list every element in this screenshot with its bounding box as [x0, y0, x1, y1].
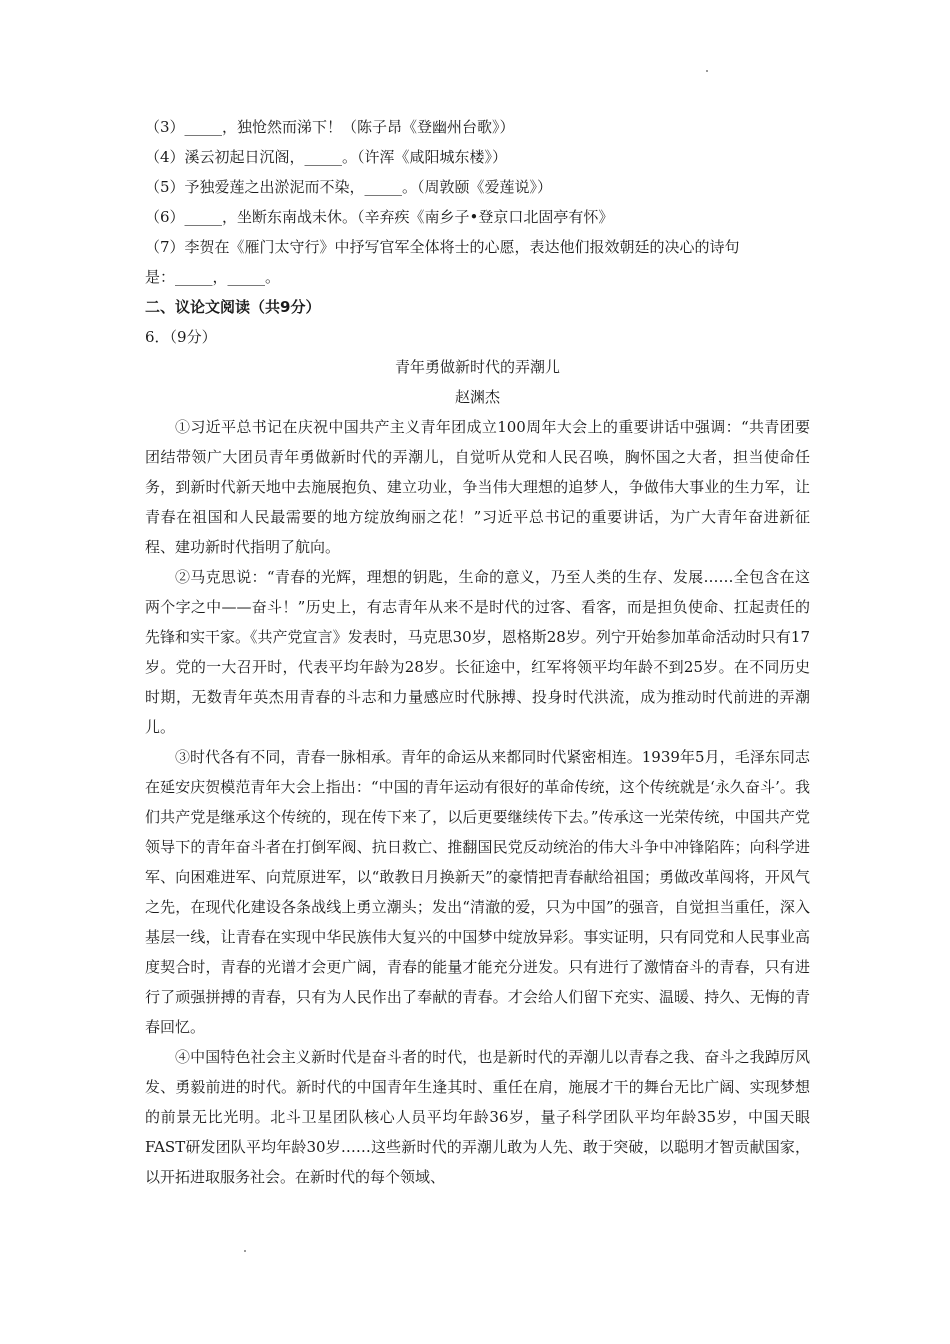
fill-question-5: （5）予独爱莲之出淤泥而不染，_____。（周敦颐《爱莲说》） — [145, 178, 553, 196]
fill-question-4: （4）溪云初起日沉阁，_____。（许浑《咸阳城东楼》） — [145, 148, 508, 166]
fill-question-3: （3）_____，独怆然而涕下！（陈子昂《登幽州台歌》） — [145, 118, 515, 136]
document-page — [145, 112, 810, 1192]
question-label: 6．（9分） — [145, 328, 217, 346]
fill-question-7-continued: 是：_____，_____。 — [145, 268, 281, 286]
fill-question-6: （6）_____，坐断东南战未休。（辛弃疾《南乡子•登京口北固亭有怀》 — [145, 208, 614, 226]
article-paragraph-4: ④中国特色社会主义新时代是奋斗者的时代，也是新时代的弄潮儿以青春之我、奋斗之我踔厉风发、勇毅前进的时代。新时代的中国青年生逢其时、重任在肩，施展才干的舞台无比广阔、实现梦想的前景无比光明。北斗卫星团队核心人员平均年龄36岁，量子科学团队平均年龄35岁，中国天眼FAST研发团队平均年龄30岁……这些新时代的弄潮儿敢为人先、敢于突破，以聪明才智贡献国家，以开拓进取服务社会。在新时代的每个领域、 — [145, 1048, 810, 1186]
scan-speck-bottom — [244, 1250, 246, 1252]
article-paragraph-3: ③时代各有不同，青春一脉相承。青年的命运从来都同时代紧密相连。1939年5月，毛泽东同志在延安庆贺模范青年大会上指出：“中国的青年运动有很好的革命传统，这个传统就是‘永久奋斗’。我们共产党是继承这个传统的，现在传下来了，以后更要继续传下去。”传承这一光荣传统，中国共产党领导下的青年奋斗者在打倒军阀、抗日救亡、推翻国民党反动统治的伟大斗争中冲锋陷阵；向科学进军、向困难进军、向荒原进军，以“敢教日月换新天”的豪情把青春献给祖国；勇做改革闯将，开风气之先，在现代化建设各条战线上勇立潮头；发出“清澈的爱，只为中国”的强音，自觉担当重任，深入基层一线，让青春在实现中华民族伟大复兴的中国梦中绽放异彩。事实证明，只有同党和人民事业高度契合时，青春的光谱才会更广阔，青春的能量才能充分迸发。只有进行了激情奋斗的青春，只有进行了顽强拼搏的青春，只有为人民作出了奉献的青春。才会给人们留下充实、温暖、持久、无悔的青春回忆。 — [145, 748, 810, 1036]
article-paragraph-2: ②马克思说：“青春的光辉，理想的钥匙，生命的意义，乃至人类的生存、发展……全包含在这两个字之中——奋斗！”历史上，有志青年从来不是时代的过客、看客，而是担负使命、扛起责任的先锋和实干家。《共产党宣言》发表时，马克思30岁，恩格斯28岁。列宁开始参加革命活动时只有17岁。党的一大召开时，代表平均年龄为28岁。长征途中，红军将领平均年龄不到25岁。在不同历史时期，无数青年英杰用青春的斗志和力量感应时代脉搏、投身时代洪流，成为推动时代前进的弄潮儿。 — [145, 568, 810, 736]
scan-speck-top — [706, 70, 708, 72]
article-paragraph-1: ①习近平总书记在庆祝中国共产主义青年团成立100周年大会上的重要讲话中强调：“共青团要团结带领广大团员青年勇做新时代的弄潮儿，自觉听从党和人民召唤，胸怀国之大者，担当使命任务，到新时代新天地中去施展抱负、建立功业，争当伟大理想的追梦人，争做伟大事业的生力军，让青春在祖国和人民最需要的地方绽放绚丽之花！”习近平总书记的重要讲话，为广大青年奋进新征程、建功新时代指明了航向。 — [145, 418, 810, 556]
article-title: 青年勇做新时代的弄潮儿 — [394, 358, 560, 376]
article-author: 赵渊杰 — [454, 388, 500, 406]
fill-question-7: （7）李贺在《雁门太守行》中抒写官军全体将士的心愿，表达他们报效朝廷的决心的诗句 — [145, 238, 740, 256]
section-heading: 二、议论文阅读（共9分） — [145, 298, 321, 316]
